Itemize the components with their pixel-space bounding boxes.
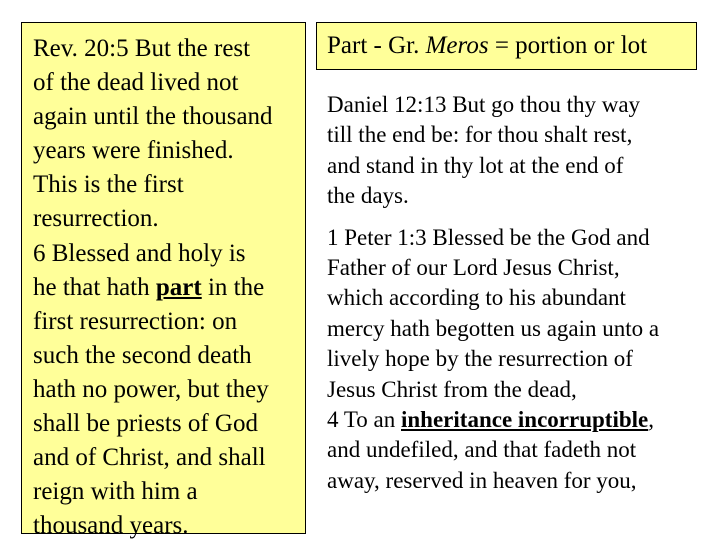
passage-line: and stand in thy lot at the end of <box>327 152 624 178</box>
cross-reference-text <box>327 90 712 496</box>
passage-line: Rev. 20:5 But the rest <box>33 35 251 62</box>
passage-line: 1 Peter 1:3 Blessed be the God and <box>327 224 650 250</box>
peter-passage <box>327 223 712 497</box>
passage-line: This is the first <box>33 171 184 199</box>
line-text: 4 To an <box>327 407 401 433</box>
revelation-passage-box <box>21 22 306 540</box>
passage-line: mercy hath begotten us again unto a <box>327 315 660 341</box>
passage-line: Daniel 12:13 But go thou thy way <box>327 92 641 117</box>
passage-line: Father of our Lord Jesus Christ, <box>327 255 620 281</box>
line-text: he that hath <box>33 273 156 301</box>
passage-line: 6 Blessed and holy is <box>33 239 246 267</box>
passage-line: Jesus Christ from the dead, <box>327 376 577 402</box>
passage-line: which according to his abundant <box>327 285 626 311</box>
passage-line-inheritance <box>327 405 712 435</box>
title-text: = portion or lot <box>488 32 648 59</box>
passage-line: till the end be: for thou shalt rest, <box>327 122 633 148</box>
paragraph-spacer <box>327 212 712 223</box>
line-text: in the <box>201 273 265 301</box>
passage-line: such the second death <box>33 341 252 369</box>
line-text: , <box>648 407 654 433</box>
passage-line: of the dead lived not <box>33 69 239 97</box>
passage-line: hath no power, but they <box>33 375 269 403</box>
passage-line: reign with him a <box>33 478 198 506</box>
greek-word: Meros <box>425 32 489 59</box>
passage-line: shall be priests of God <box>33 410 258 438</box>
passage-line: resurrection. <box>33 205 159 233</box>
daniel-passage <box>327 90 712 212</box>
passage-line: the days. <box>327 183 409 209</box>
emphasized-phrase-inheritance: inheritance incorruptible <box>401 407 649 433</box>
passage-line: lively hope by the resurrection of <box>327 346 633 372</box>
passage-line: first resurrection: on <box>33 307 238 335</box>
passage-line: again until the thousand <box>33 103 273 131</box>
passage-line: and undefiled, and that fadeth not <box>327 437 637 463</box>
passage-line: away, reserved in heaven for you, <box>327 467 637 493</box>
passage-line: and of Christ, and shall <box>33 444 266 472</box>
title-text: Part - Gr. <box>327 32 426 59</box>
definition-title-box <box>316 22 697 70</box>
passage-line: years were finished. <box>33 137 234 165</box>
passage-line: thousand years. <box>33 512 189 540</box>
emphasized-word-part: part <box>155 273 202 301</box>
passage-line-part <box>33 271 305 305</box>
